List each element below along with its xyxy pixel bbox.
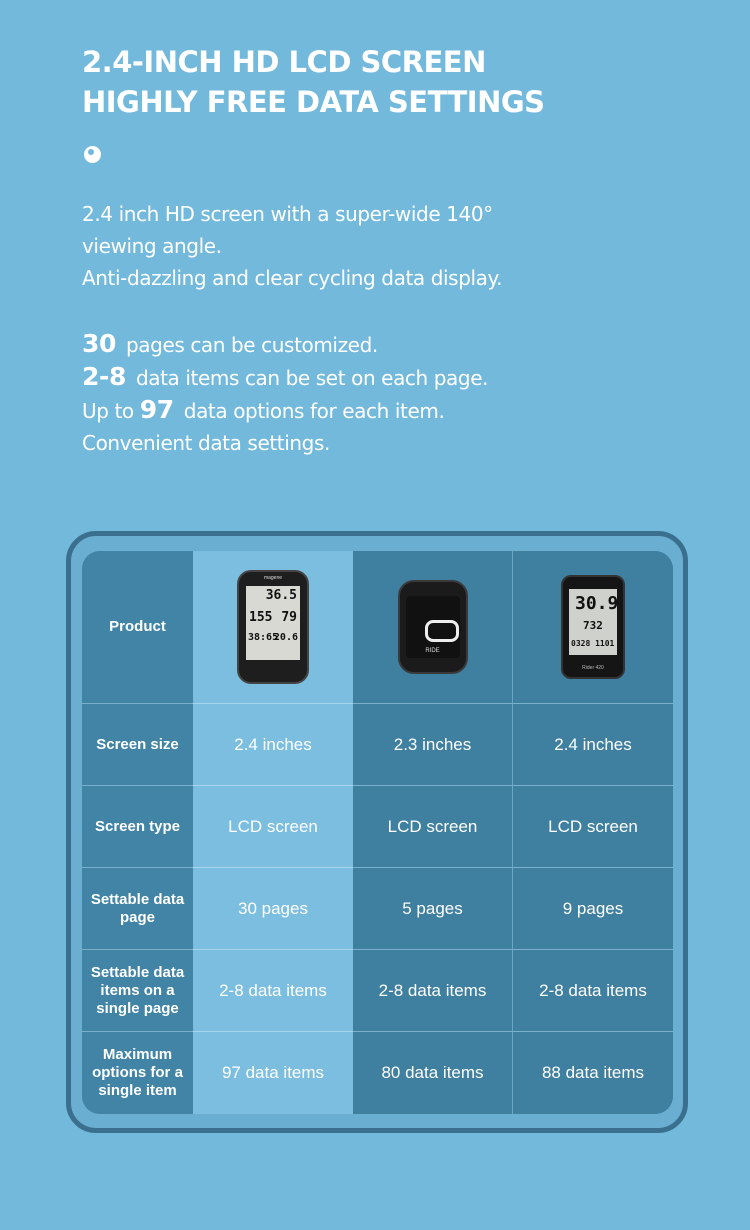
feature-number: 97 — [139, 395, 174, 424]
feature-list — [82, 328, 488, 459]
bike-computer-icon — [398, 580, 468, 674]
table-cell: 2.4 inches — [193, 704, 353, 786]
bicycle-icon — [425, 620, 459, 642]
table-cell: 30 pages — [193, 868, 353, 950]
comparison-table — [82, 551, 673, 1114]
row-label-screen-size: Screen size — [82, 704, 193, 786]
description-line: 2.4 inch HD screen with a super-wide 140° — [82, 202, 493, 226]
table-cell: 88 data items — [513, 1032, 673, 1114]
table-cell: 5 pages — [353, 868, 513, 950]
row-label-product: Product — [82, 551, 193, 704]
description-line: Anti-dazzling and clear cycling data display. — [82, 266, 503, 290]
feature-text: data options for each item. — [183, 399, 445, 423]
device-readout: 20.6 — [273, 632, 298, 643]
feature-pages — [82, 328, 488, 361]
table-cell: 2-8 data items — [513, 950, 673, 1032]
device-readout: 30.9 — [575, 593, 619, 614]
device-brand: Rider 420 — [582, 665, 604, 671]
table-cell: LCD screen — [193, 786, 353, 868]
table-cell: 2.3 inches — [353, 704, 513, 786]
table-cell: 97 data items — [193, 1032, 353, 1114]
device-readout: 732 — [583, 619, 603, 632]
row-label-max-options: Maximum options for a single item — [82, 1032, 193, 1114]
row-label-data-page: Settable data page — [82, 868, 193, 950]
table-cell: 80 data items — [353, 1032, 513, 1114]
table-cell: 2-8 data items — [353, 950, 513, 1032]
table-cell: 9 pages — [513, 868, 673, 950]
table-cell: 2-8 data items — [193, 950, 353, 1032]
feature-number: 30 — [82, 329, 116, 358]
bike-computer-icon — [561, 575, 625, 679]
table-cell: 2.4 inches — [513, 704, 673, 786]
description — [82, 198, 502, 294]
table-cell: LCD screen — [513, 786, 673, 868]
row-label-screen-type: Screen type — [82, 786, 193, 868]
device-readout: 155 — [249, 610, 273, 625]
device-screen — [246, 586, 300, 660]
product-image-1 — [193, 551, 353, 704]
row-label-data-items: Settable data items on a single page — [82, 950, 193, 1032]
description-line: viewing angle. — [82, 234, 222, 258]
device-screen — [406, 596, 460, 658]
device-readout: 36.5 — [265, 588, 297, 603]
device-readout: 0328 1101 — [571, 639, 615, 648]
feature-options — [82, 394, 488, 427]
product-image-2 — [353, 551, 513, 704]
feature-number: 2-8 — [82, 362, 126, 391]
feature-text: data items can be set on each page. — [135, 366, 489, 390]
device-brand: magene — [263, 575, 283, 581]
bike-computer-icon — [237, 570, 309, 684]
device-label: RIDE — [425, 648, 440, 654]
device-screen — [569, 589, 617, 655]
feature-convenient: Convenient data settings. — [82, 431, 330, 455]
feature-text: pages can be customized. — [126, 333, 378, 357]
title-line-2: HIGHLY FREE DATA SETTINGS — [82, 85, 545, 119]
feature-prefix: Up to — [82, 399, 134, 423]
device-readout: 79 — [281, 610, 297, 625]
feature-items — [82, 361, 488, 394]
product-image-3 — [513, 551, 673, 704]
device-readout: 38:65 — [248, 632, 279, 643]
page-title — [82, 42, 545, 122]
dot-icon — [84, 146, 101, 163]
title-line-1: 2.4-INCH HD LCD SCREEN — [82, 45, 486, 79]
table-cell: LCD screen — [353, 786, 513, 868]
